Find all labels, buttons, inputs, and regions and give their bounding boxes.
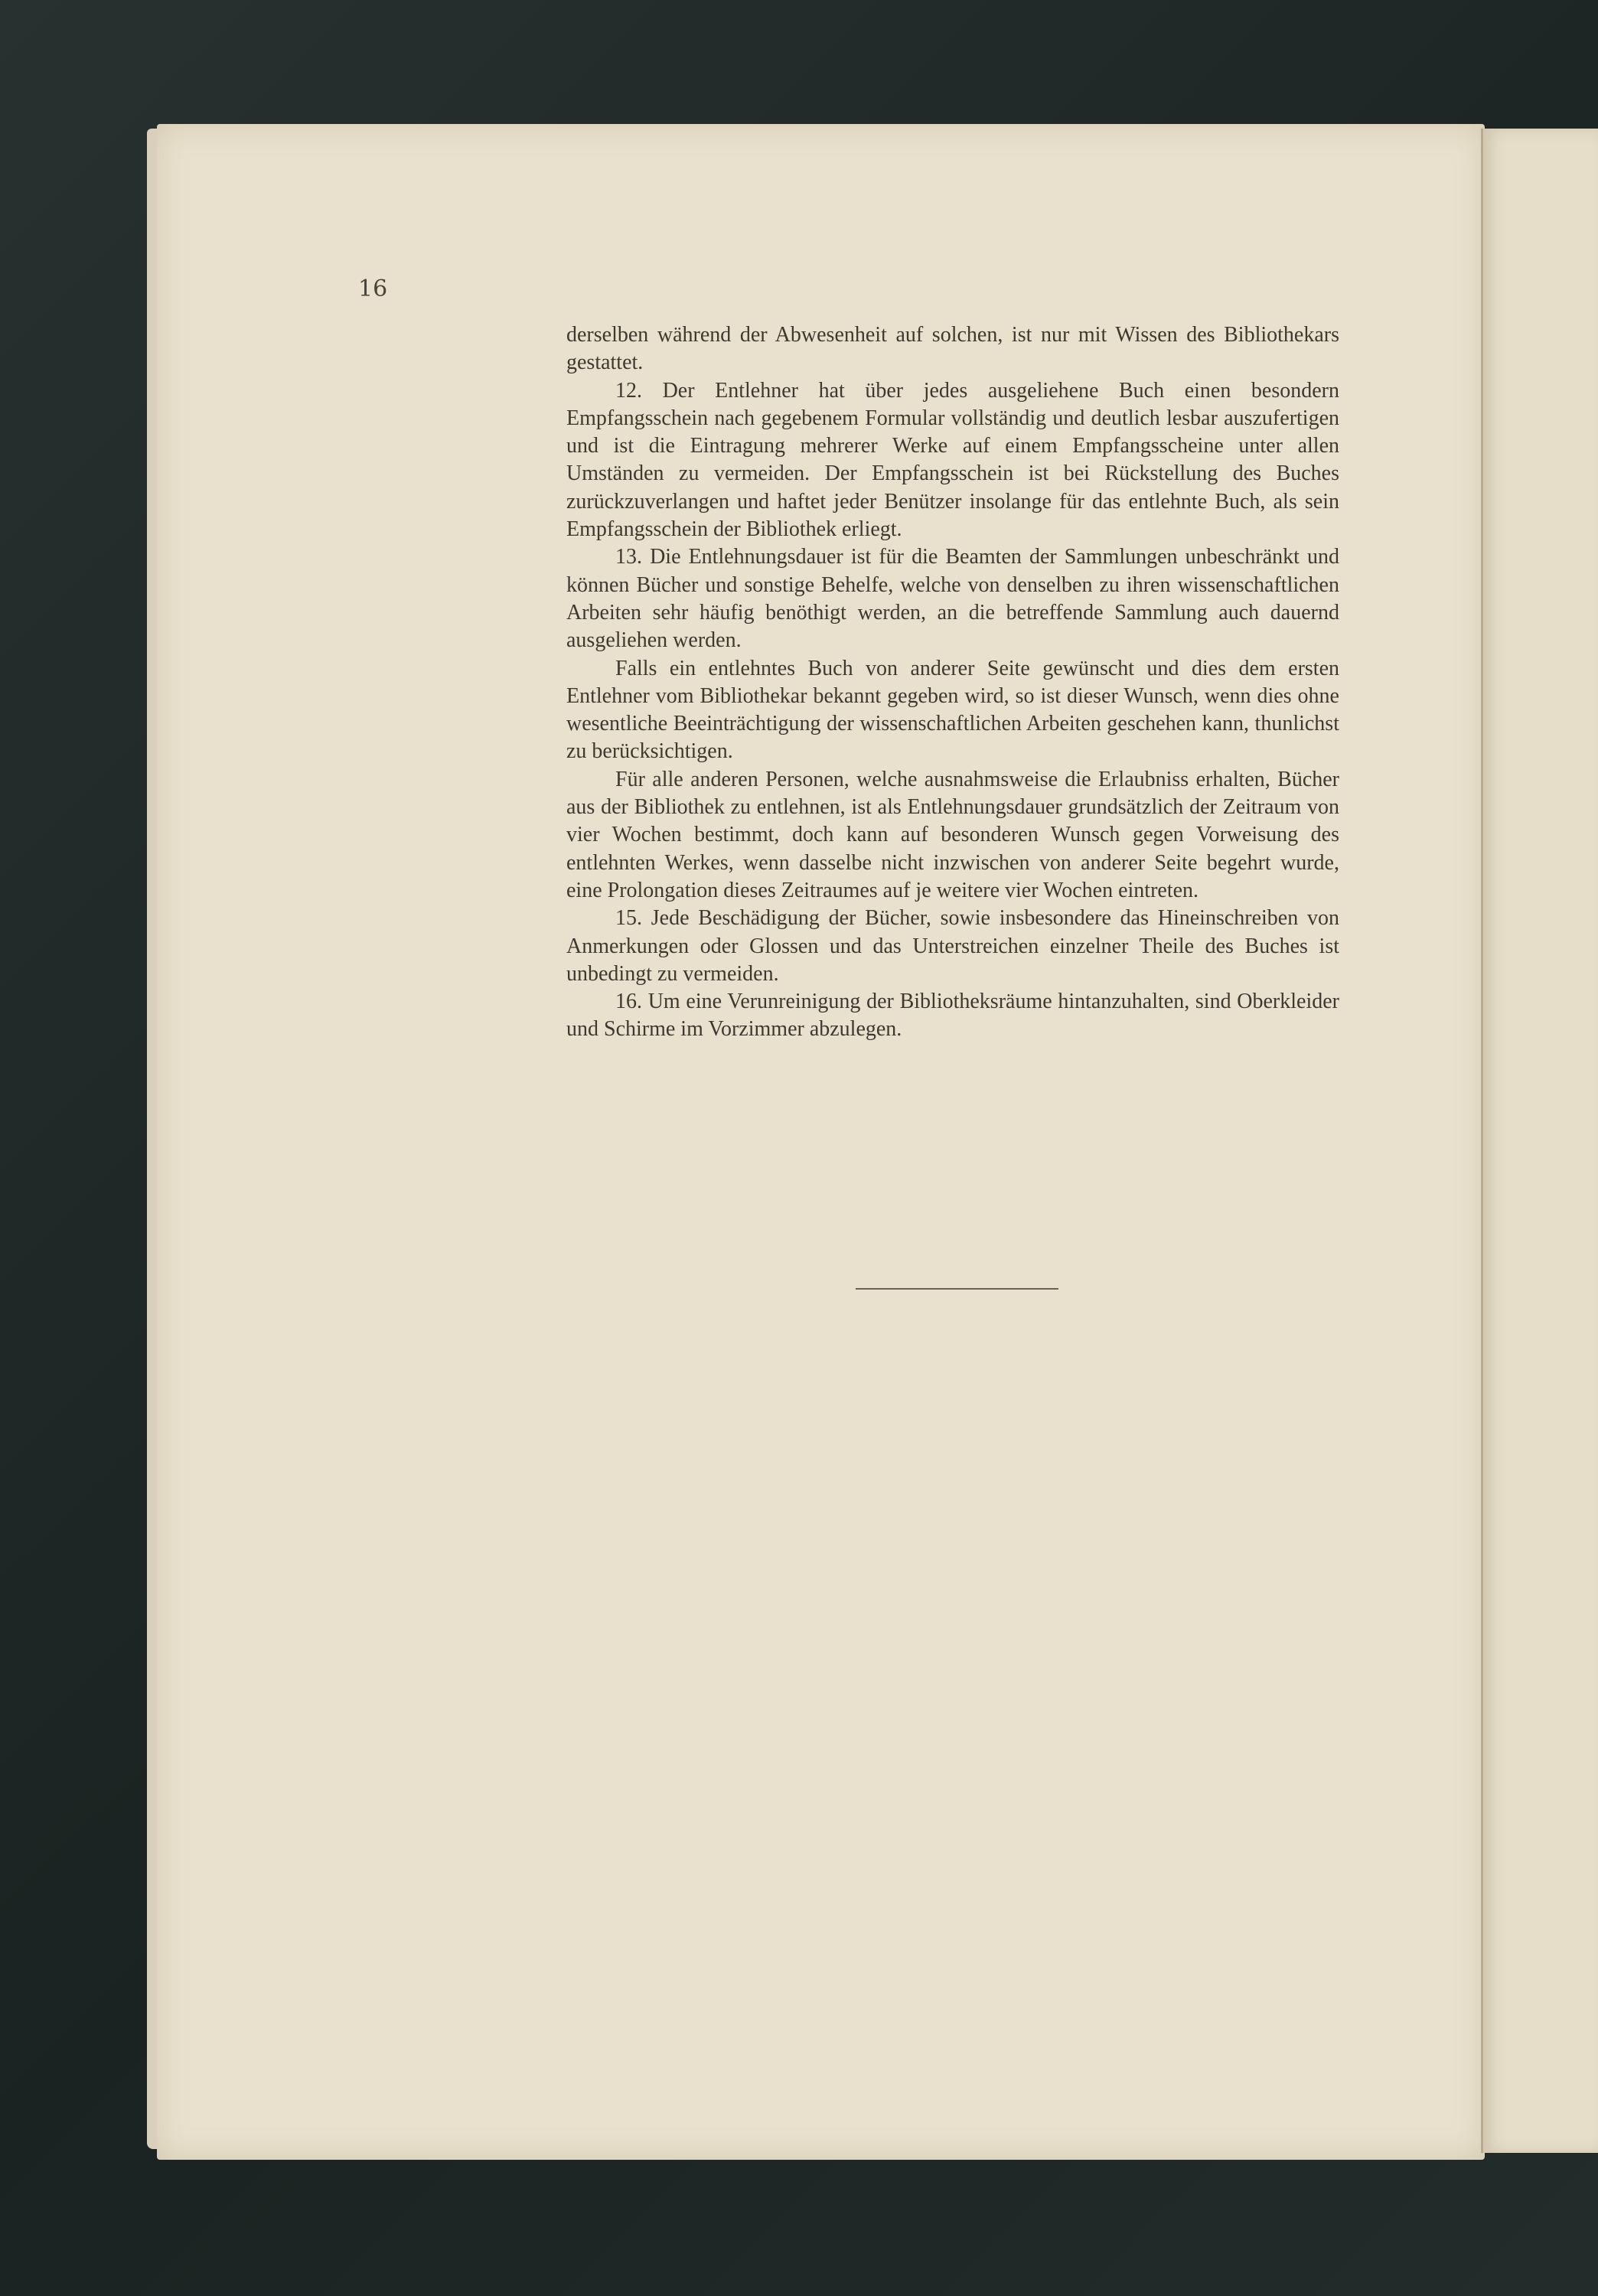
paragraph-15: 15. Jede Beschädigung der Bücher, sowie insbesondere das Hineinschreiben von Anmerkungen oder Glossen und das Unterstreichen einzelner Theile des Buches ist unbedingt zu vermeiden. (566, 906, 1339, 986)
paragraph-13-other-persons: Für alle anderen Personen, welche ausnahmsweise die Erlaubniss erhalten, Bücher aus der Bibliothek zu entlehnen, ist als Entlehnungsdauer grundsätzlich der Zeitraum von vier Wochen bestimmt, doch kann auf besonderen Wunsch gegen Vorweisung des entlehnten Werkes, wenn dasselbe nicht inzwischen von anderer Seite begehrt wurde, eine Prolongation dieses Zeitraumes auf je weitere vier Wochen eintreten. (566, 767, 1339, 902)
paragraph-16: 16. Um eine Verunreinigung der Bibliotheksräume hintanzuhalten, sind Oberkleider und Schirme im Vorzimmer abzulegen. (566, 990, 1339, 1042)
paragraph-continuation: derselben während der Abwesenheit auf solchen, ist nur mit Wissen des Bibliothekars gestattet. (566, 323, 1339, 375)
facing-page-edge (1481, 129, 1598, 2153)
end-rule-divider (856, 1288, 1058, 1290)
paragraph-13-requested-book: Falls ein entlehntes Buch von anderer Seite gewünscht und dies dem ersten Entlehner vom Bibliothekar bekannt gegeben wird, so ist dieser Wunsch, wenn dies ohne wesentliche Beeinträchtigung der wissenschaftlichen Arbeiten geschehen kann, thunlichst zu berücksichtigen. (566, 656, 1339, 764)
body-text (566, 321, 1339, 1044)
paragraph-12: 12. Der Entlehner hat über jedes ausgeliehene Buch einen besondern Empfangsschein nach gegebenem Formular vollständig und deutlich lesbar auszufertigen und ist die Eintragung mehrerer Werke auf einem Empfangsscheine unter allen Umständen zu vermeiden. Der Empfangsschein ist bei Rückstellung des Buches zurückzuverlangen und haftet jeder Benützer insolange für das entlehnte Buch, als sein Empfangsschein der Bibliothek erliegt. (566, 378, 1339, 542)
page-number: 16 (358, 276, 388, 302)
paragraph-13: 13. Die Entlehnungsdauer ist für die Beamten der Sammlungen unbeschränkt und können Bücher und sonstige Behelfe, welche von denselben zu ihren wissenschaftlichen Arbeiten sehr häufig benöthigt werden, an die betreffende Sammlung auch dauernd ausgeliehen werden. (566, 545, 1339, 653)
